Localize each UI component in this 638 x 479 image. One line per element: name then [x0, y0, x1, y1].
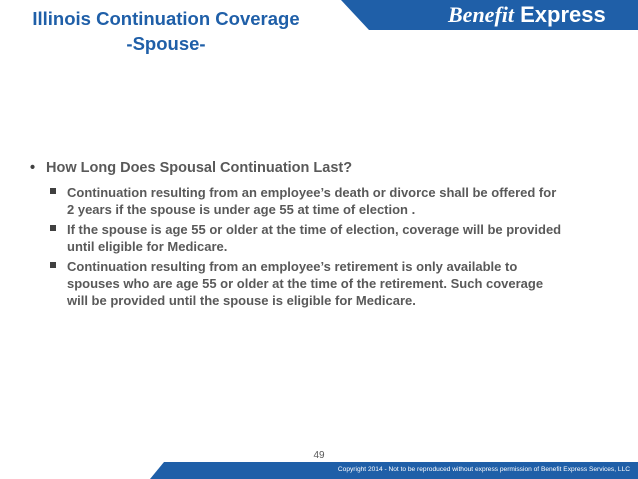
sub-bullet-line: 2 years if the spouse is under age 55 at time of election . [67, 202, 416, 217]
main-bullet-text: How Long Does Spousal Continuation Last? [46, 160, 353, 176]
logo-word-benefit: Benefit [448, 2, 514, 27]
sub-bullet-item [50, 184, 615, 218]
sub-bullet-line: spouses who are age 55 or older at the time of the retirement. Such coverage [67, 276, 544, 291]
slide-title-line2: -Spouse- [126, 33, 206, 54]
sub-bullet-line: Continuation resulting from an employee’s death or divorce shall be offered for [67, 185, 557, 200]
slide-title-line1: Illinois Continuation Coverage [32, 8, 300, 29]
slide-title [0, 6, 332, 56]
copyright-notice: Copyright 2014 - Not to be reproduced without express permission of Benefit Express Services, LLC [337, 466, 630, 473]
sub-bullet-item [50, 258, 615, 309]
bullet-dot-icon: • [30, 160, 36, 176]
sub-bullet-line: until eligible for Medicare. [67, 239, 228, 254]
sub-bullet-text [67, 258, 543, 309]
sub-bullet-text [67, 184, 556, 218]
sub-bullet-list [50, 184, 615, 309]
sub-bullet-line: will be provided until the spouse is eligible for Medicare. [67, 293, 416, 308]
main-bullet [30, 158, 615, 178]
square-bullet-icon [50, 184, 58, 194]
sub-bullet-text [67, 221, 561, 255]
sub-bullet-line: If the spouse is age 55 or older at the time of election, coverage will be provided [67, 222, 562, 237]
sub-bullet-line: Continuation resulting from an employee’s retirement is only available to [67, 259, 518, 274]
logo-word-express: Express [520, 2, 606, 27]
square-bullet-icon [50, 221, 58, 231]
sub-bullet-item [50, 221, 615, 255]
square-bullet-icon [50, 258, 58, 268]
page-number: 49 [313, 450, 325, 461]
slide-content [30, 158, 615, 312]
benefit-express-logo [448, 1, 606, 29]
